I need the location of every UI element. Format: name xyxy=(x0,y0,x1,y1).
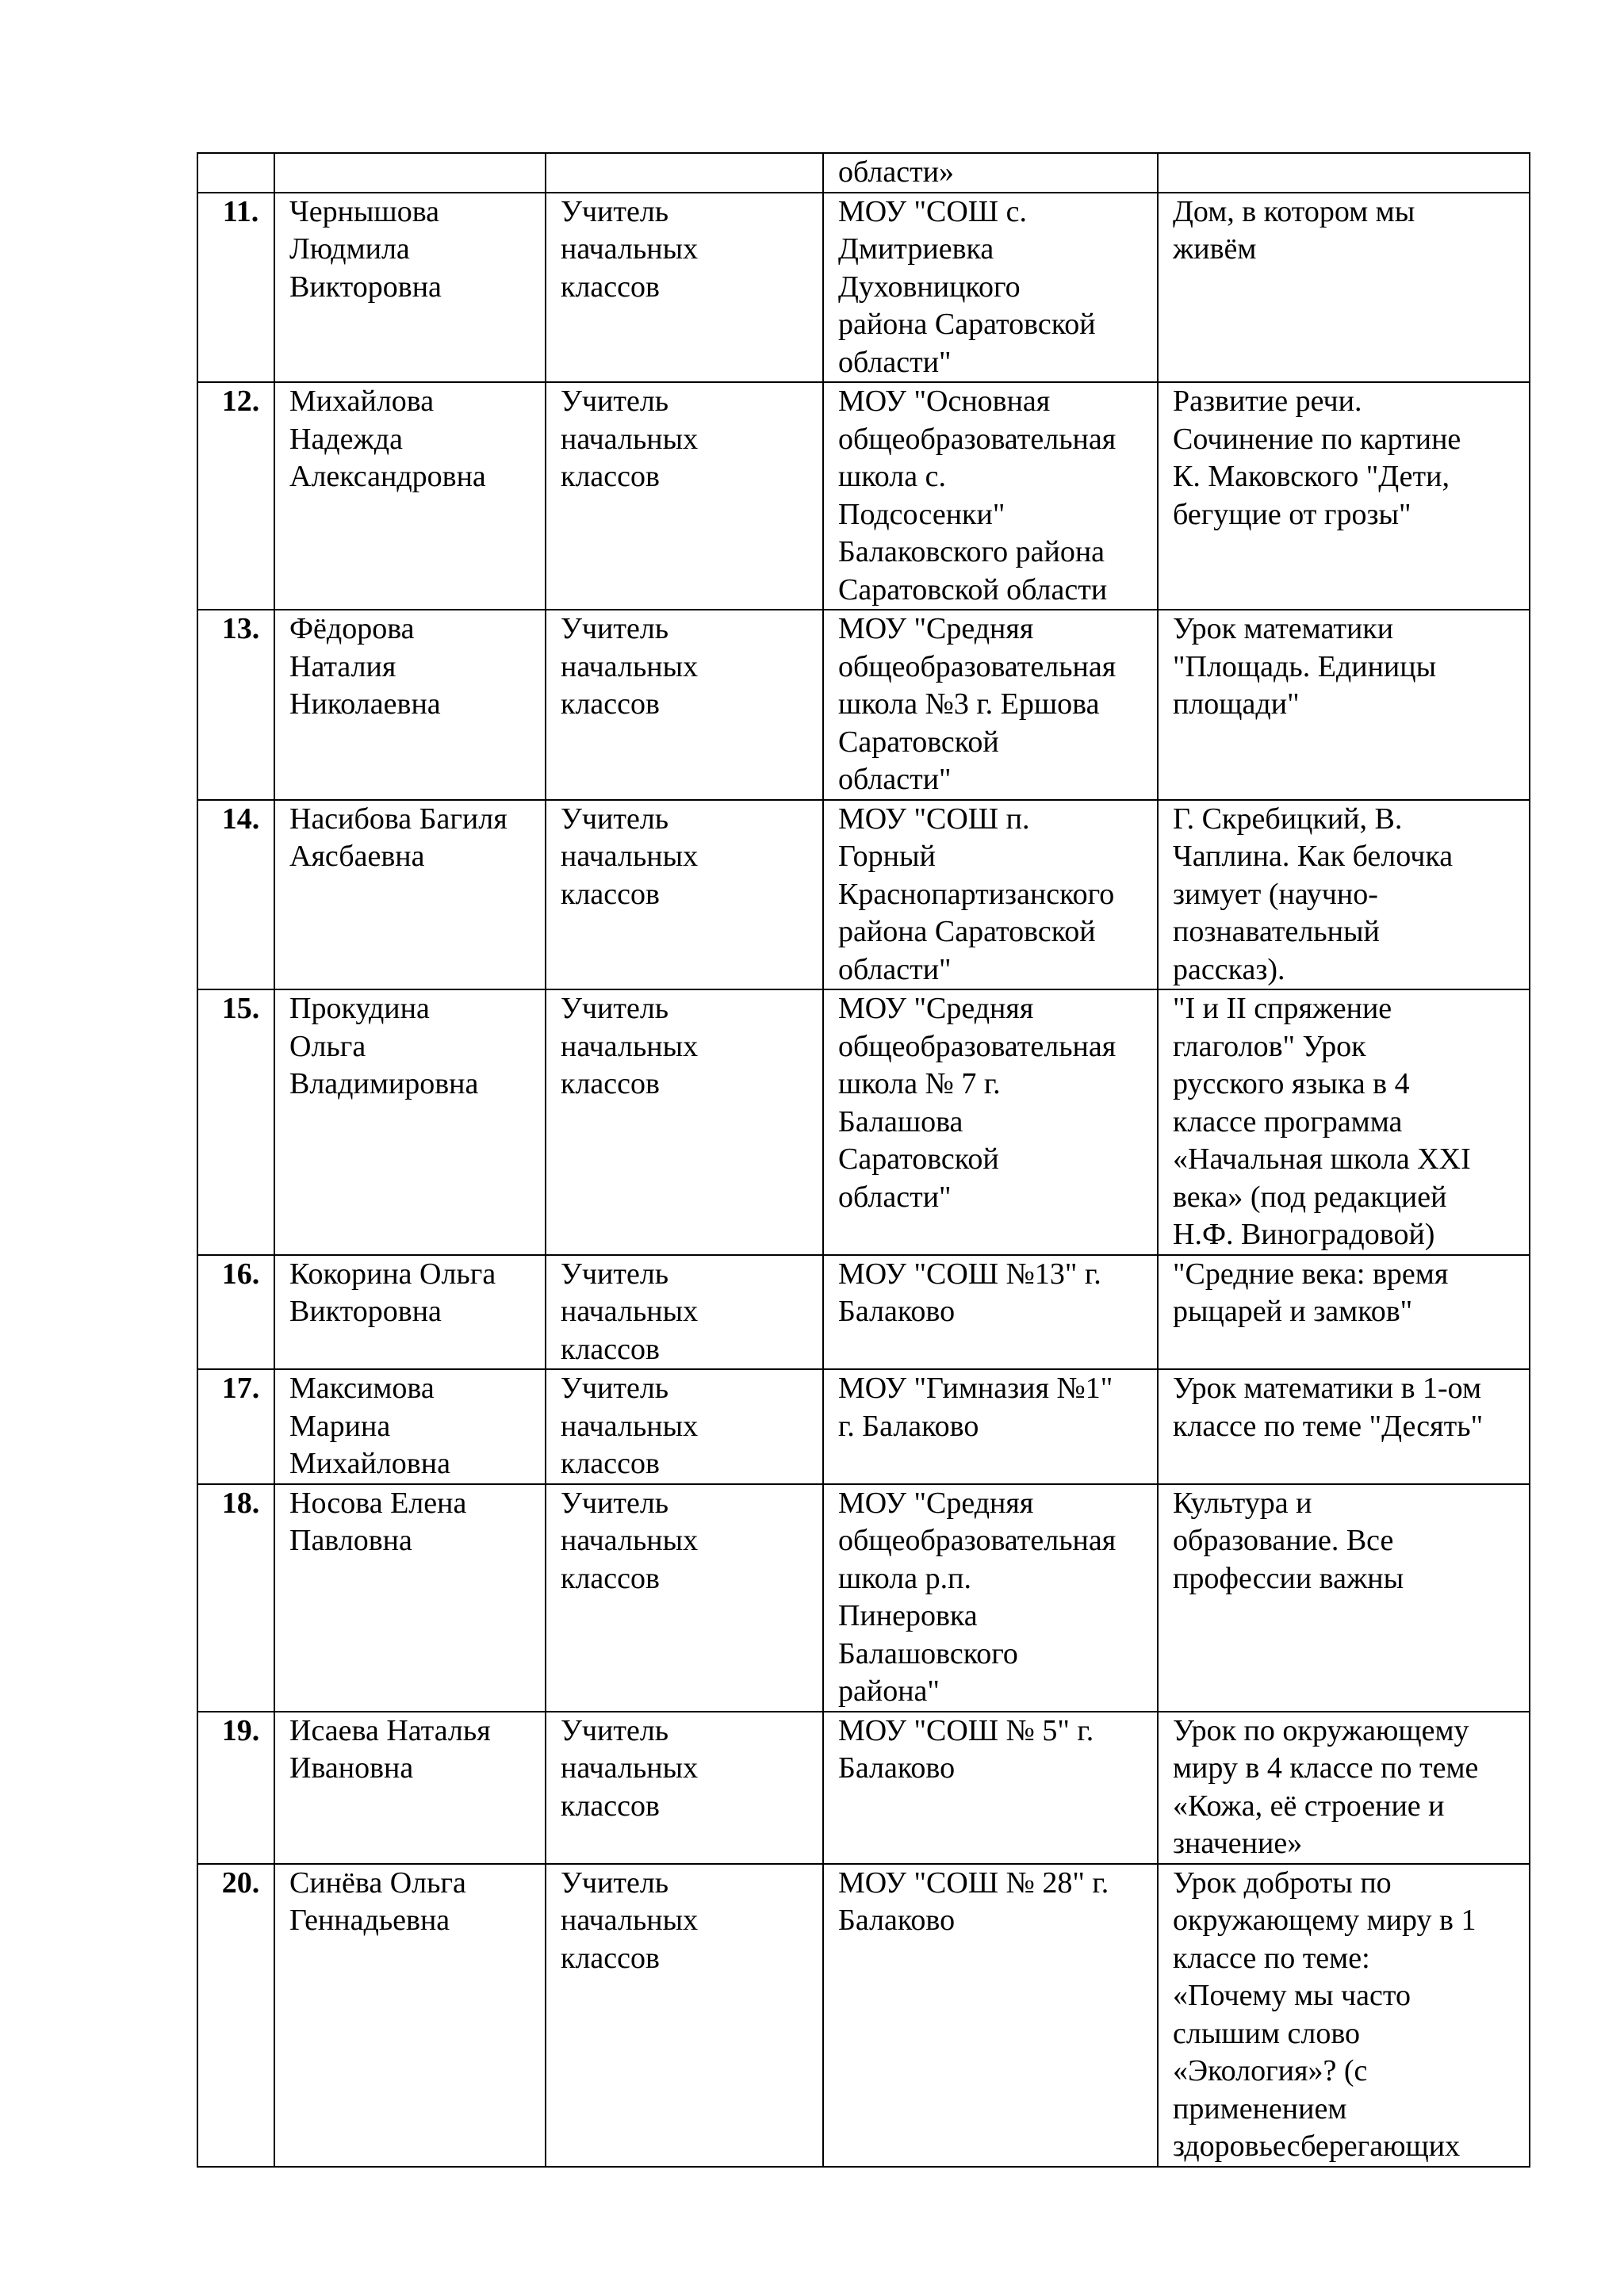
teacher-position: Учитель начальных классов xyxy=(546,1255,823,1370)
row-number: 14. xyxy=(197,800,274,990)
row-number: 17. xyxy=(197,1369,274,1484)
teacher-name: Кокорина Ольга Викторовна xyxy=(274,1255,546,1370)
table-row xyxy=(197,610,1530,800)
teacher-name: Максимова Марина Михайловна xyxy=(274,1369,546,1484)
table-row xyxy=(197,800,1530,990)
lesson-topic: Урок доброты по окружающему миру в 1 классе по теме: «Почему мы часто слышим слово «Экология»? (с применением здоровьесберегающих xyxy=(1158,1864,1530,2167)
table-row xyxy=(197,1369,1530,1484)
teacher-name: Исаева Наталья Ивановна xyxy=(274,1712,546,1864)
teacher-position xyxy=(546,153,823,193)
teacher-position: Учитель начальных классов xyxy=(546,1864,823,2167)
teacher-position: Учитель начальных классов xyxy=(546,800,823,990)
lesson-topic: Культура и образование. Все профессии важны xyxy=(1158,1484,1530,1712)
lesson-topic xyxy=(1158,153,1530,193)
teacher-name: Фёдорова Наталия Николаевна xyxy=(274,610,546,800)
row-number: 19. xyxy=(197,1712,274,1864)
school-name: МОУ "Средняя общеобразовательная школа №3 г. Ершова Саратовской области" xyxy=(823,610,1158,800)
teacher-position: Учитель начальных классов xyxy=(546,193,823,383)
table-row xyxy=(197,153,1530,193)
teacher-name xyxy=(274,153,546,193)
teacher-name: Михайлова Надежда Александровна xyxy=(274,382,546,610)
school-name: МОУ "Средняя общеобразовательная школа № 7 г. Балашова Саратовской области" xyxy=(823,989,1158,1255)
row-number: 12. xyxy=(197,382,274,610)
teacher-position: Учитель начальных классов xyxy=(546,1712,823,1864)
row-number: 16. xyxy=(197,1255,274,1370)
school-name: МОУ "СОШ п. Горный Краснопартизанского района Саратовской области" xyxy=(823,800,1158,990)
table-row xyxy=(197,989,1530,1255)
table-row xyxy=(197,382,1530,610)
row-number: 18. xyxy=(197,1484,274,1712)
table-row xyxy=(197,193,1530,383)
school-name: МОУ "СОШ № 28" г. Балаково xyxy=(823,1864,1158,2167)
lesson-topic: Урок математики "Площадь. Единицы площади" xyxy=(1158,610,1530,800)
teacher-position: Учитель начальных классов xyxy=(546,610,823,800)
school-name: области» xyxy=(823,153,1158,193)
lesson-topic: Урок математики в 1-ом классе по теме "Десять" xyxy=(1158,1369,1530,1484)
participants-table xyxy=(197,152,1530,2168)
lesson-topic: Развитие речи. Сочинение по картине К. Маковского "Дети, бегущие от грозы" xyxy=(1158,382,1530,610)
lesson-topic: Г. Скребицкий, В. Чаплина. Как белочка зимует (научно- познавательный рассказ). xyxy=(1158,800,1530,990)
row-number: 20. xyxy=(197,1864,274,2167)
row-number xyxy=(197,153,274,193)
teacher-name: Насибова Багиля Аясбаевна xyxy=(274,800,546,990)
table-row xyxy=(197,1255,1530,1370)
school-name: МОУ "СОШ №13" г. Балаково xyxy=(823,1255,1158,1370)
table-row xyxy=(197,1712,1530,1864)
school-name: МОУ "Основная общеобразовательная школа с. Подсосенки" Балаковского района Саратовской области xyxy=(823,382,1158,610)
row-number: 15. xyxy=(197,989,274,1255)
teacher-name: Прокудина Ольга Владимировна xyxy=(274,989,546,1255)
lesson-topic: Дом, в котором мы живём xyxy=(1158,193,1530,383)
teacher-name: Носова Елена Павловна xyxy=(274,1484,546,1712)
school-name: МОУ "Гимназия №1" г. Балаково xyxy=(823,1369,1158,1484)
school-name: МОУ "СОШ № 5" г. Балаково xyxy=(823,1712,1158,1864)
participants-table-body xyxy=(197,153,1530,2167)
school-name: МОУ "СОШ с. Дмитриевка Духовницкого района Саратовской области" xyxy=(823,193,1158,383)
row-number: 11. xyxy=(197,193,274,383)
teacher-position: Учитель начальных классов xyxy=(546,382,823,610)
teacher-name: Синёва Ольга Геннадьевна xyxy=(274,1864,546,2167)
table-row xyxy=(197,1484,1530,1712)
school-name: МОУ "Средняя общеобразовательная школа р.п. Пинеровка Балашовского района" xyxy=(823,1484,1158,1712)
lesson-topic: Урок по окружающему миру в 4 классе по теме «Кожа, её строение и значение» xyxy=(1158,1712,1530,1864)
teacher-position: Учитель начальных классов xyxy=(546,1484,823,1712)
teacher-position: Учитель начальных классов xyxy=(546,989,823,1255)
lesson-topic: "Средние века: время рыцарей и замков" xyxy=(1158,1255,1530,1370)
lesson-topic: "I и II спряжение глаголов" Урок русского языка в 4 классе программа «Начальная школа XXI века» (под редакцией Н.Ф. Виноградовой) xyxy=(1158,989,1530,1255)
teacher-name: Чернышова Людмила Викторовна xyxy=(274,193,546,383)
table-row xyxy=(197,1864,1530,2167)
teacher-position: Учитель начальных классов xyxy=(546,1369,823,1484)
row-number: 13. xyxy=(197,610,274,800)
